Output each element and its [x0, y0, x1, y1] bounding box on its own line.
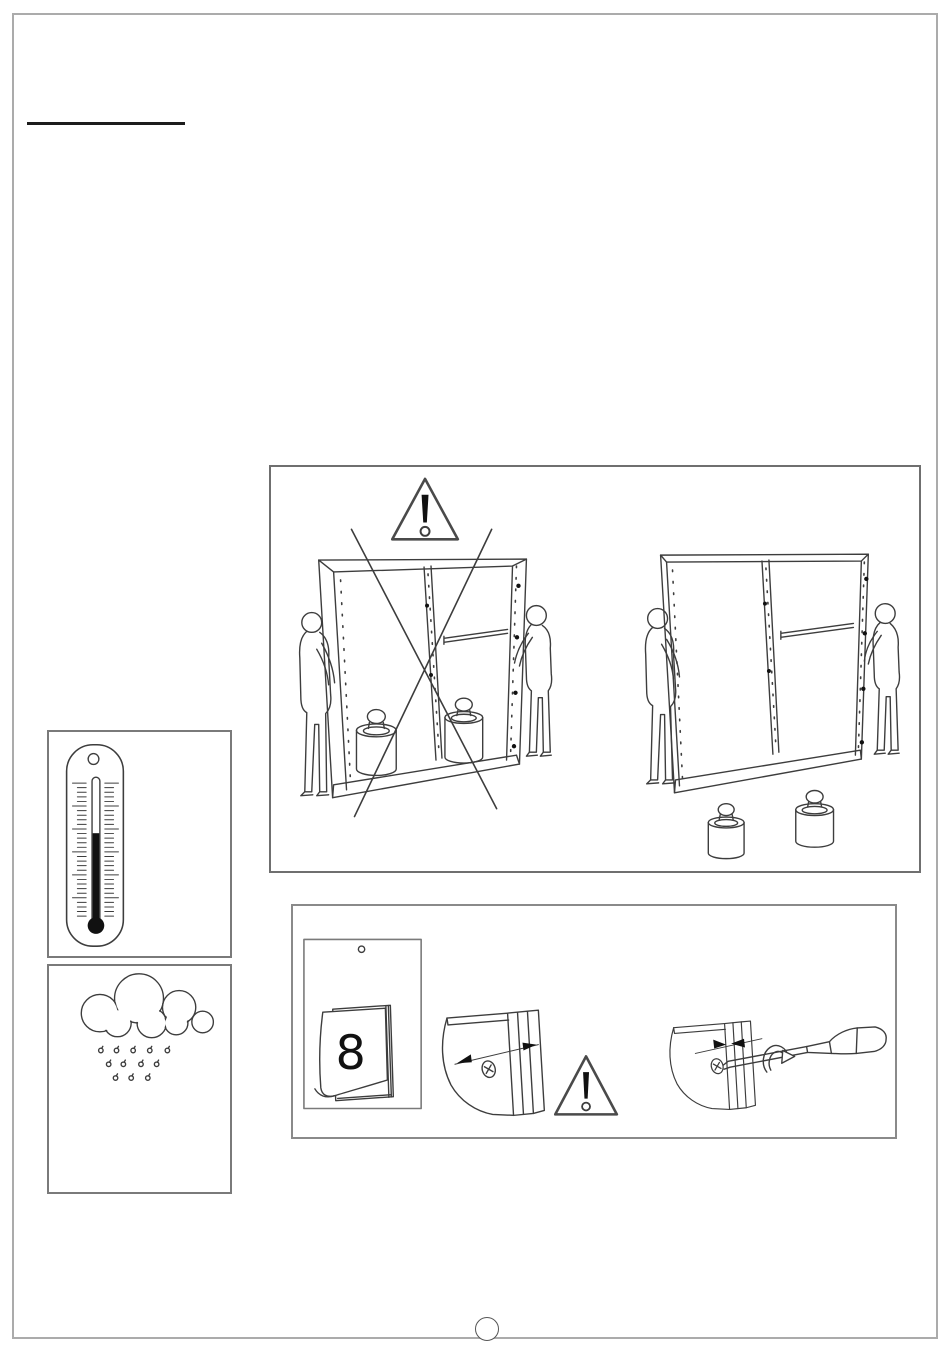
- loaded-wardrobe-illustration: [300, 529, 552, 816]
- retighten-illustration: [293, 906, 895, 1137]
- transport-warning-panel: [269, 465, 921, 873]
- screwdriver-icon: [723, 1027, 886, 1069]
- gap-arrows-icon: [455, 1043, 538, 1065]
- page-number-circle: [475, 1317, 499, 1341]
- calendar-day-number: 8: [335, 1026, 366, 1082]
- transport-warning-illustration: [271, 467, 919, 871]
- joint-gap-detail: [442, 1010, 544, 1115]
- tear-off-calendar-icon: [304, 939, 421, 1108]
- wardrobe-icon: [319, 559, 527, 798]
- warning-triangle-icon: [555, 1056, 617, 1114]
- title-rule: [27, 122, 185, 125]
- wardrobe-icon: [661, 554, 869, 793]
- weight-icon: [445, 698, 483, 763]
- cloud-shape: [81, 974, 213, 1038]
- humidity-panel: [47, 964, 232, 1194]
- phillips-screw-icon: [480, 1059, 497, 1078]
- empty-wardrobe-illustration: [645, 554, 899, 858]
- carrier-person-icon: [300, 613, 335, 796]
- rain-cloud-icon: [49, 966, 230, 1192]
- retighten-detail: [670, 1021, 886, 1109]
- carrier-person-icon: [864, 604, 899, 755]
- weight-icon: [796, 790, 834, 847]
- raindrops: [99, 1046, 170, 1080]
- thermometer-icon: [49, 732, 230, 956]
- weight-icon: [708, 804, 744, 859]
- retighten-after-days-panel: [291, 904, 897, 1139]
- temperature-panel: [47, 730, 232, 958]
- warning-triangle-icon: [392, 479, 458, 539]
- phillips-screw-icon: [710, 1057, 725, 1075]
